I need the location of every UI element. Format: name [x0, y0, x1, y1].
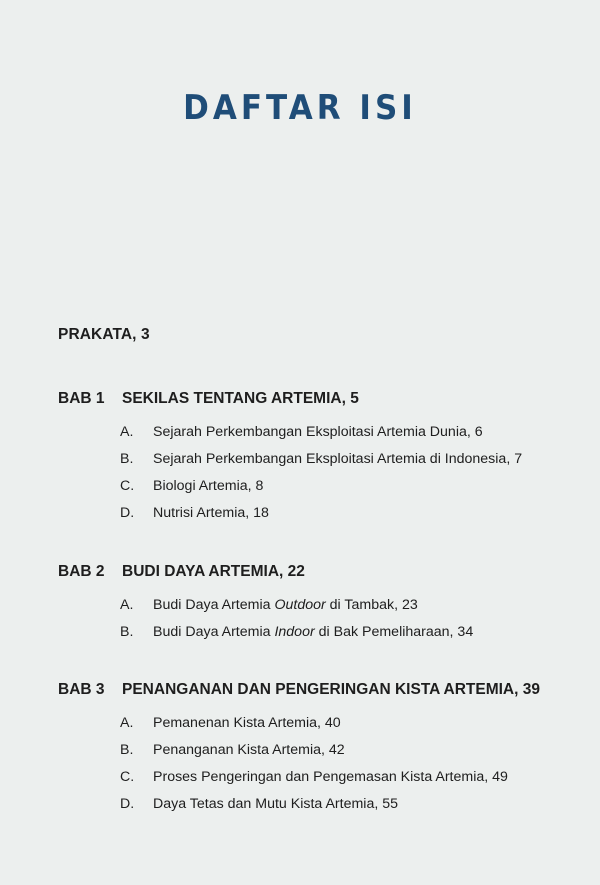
chapter-number: BAB 3 [58, 681, 105, 698]
section-list [58, 710, 558, 818]
section-list [58, 419, 558, 527]
section-letter: D. [120, 505, 135, 521]
section-entry[interactable] [58, 791, 558, 818]
section-letter: B. [120, 742, 134, 758]
section-title: Biologi Artemia, 8 [153, 478, 264, 494]
section-letter: A. [120, 424, 134, 440]
section-title: Pemanenan Kista Artemia, 40 [153, 715, 341, 731]
section-title: Nutrisi Artemia, 18 [153, 505, 269, 521]
section-title: Budi Daya Artemia Indoor di Bak Pemeliharaan, 34 [153, 624, 474, 640]
chapter-2 [58, 560, 558, 646]
section-title: Sejarah Perkembangan Eksploitasi Artemia Dunia, 6 [153, 424, 483, 440]
chapter-1 [58, 387, 558, 527]
section-entry[interactable] [58, 764, 558, 791]
section-entry[interactable] [58, 446, 558, 473]
chapter-heading[interactable] [58, 678, 558, 702]
section-title: Sejarah Perkembangan Eksploitasi Artemia di Indonesia, 7 [153, 451, 523, 467]
section-entry[interactable] [58, 592, 558, 619]
section-entry[interactable] [58, 737, 558, 764]
section-entry[interactable] [58, 619, 558, 646]
section-entry[interactable] [58, 500, 558, 527]
section-letter: A. [120, 597, 134, 613]
section-letter: B. [120, 624, 134, 640]
section-letter: D. [120, 796, 135, 812]
chapter-heading[interactable] [58, 387, 558, 411]
section-title: Penanganan Kista Artemia, 42 [153, 742, 345, 758]
section-title: Daya Tetas dan Mutu Kista Artemia, 55 [153, 796, 398, 812]
chapter-number: BAB 2 [58, 563, 105, 580]
chapter-title: SEKILAS TENTANG ARTEMIA, 5 [122, 390, 359, 407]
page-title: DAFTAR ISI [183, 88, 417, 128]
chapter-number: BAB 1 [58, 390, 105, 407]
chapter-title: BUDI DAYA ARTEMIA, 22 [122, 563, 305, 580]
section-letter: B. [120, 451, 134, 467]
chapter-title: PENANGANAN DAN PENGERINGAN KISTA ARTEMIA, 39 [122, 681, 540, 698]
section-entry[interactable] [58, 473, 558, 500]
section-list [58, 592, 558, 646]
section-title: Proses Pengeringan dan Pengemasan Kista Artemia, 49 [153, 769, 508, 785]
chapter-heading[interactable] [58, 560, 558, 584]
section-entry[interactable] [58, 419, 558, 446]
chapter-3 [58, 678, 558, 818]
section-letter: A. [120, 715, 134, 731]
section-letter: C. [120, 478, 135, 494]
section-title: Budi Daya Artemia Outdoor di Tambak, 23 [153, 597, 418, 613]
section-letter: C. [120, 769, 135, 785]
preface-entry[interactable]: PRAKATA, 3 [58, 326, 150, 343]
section-entry[interactable] [58, 710, 558, 737]
